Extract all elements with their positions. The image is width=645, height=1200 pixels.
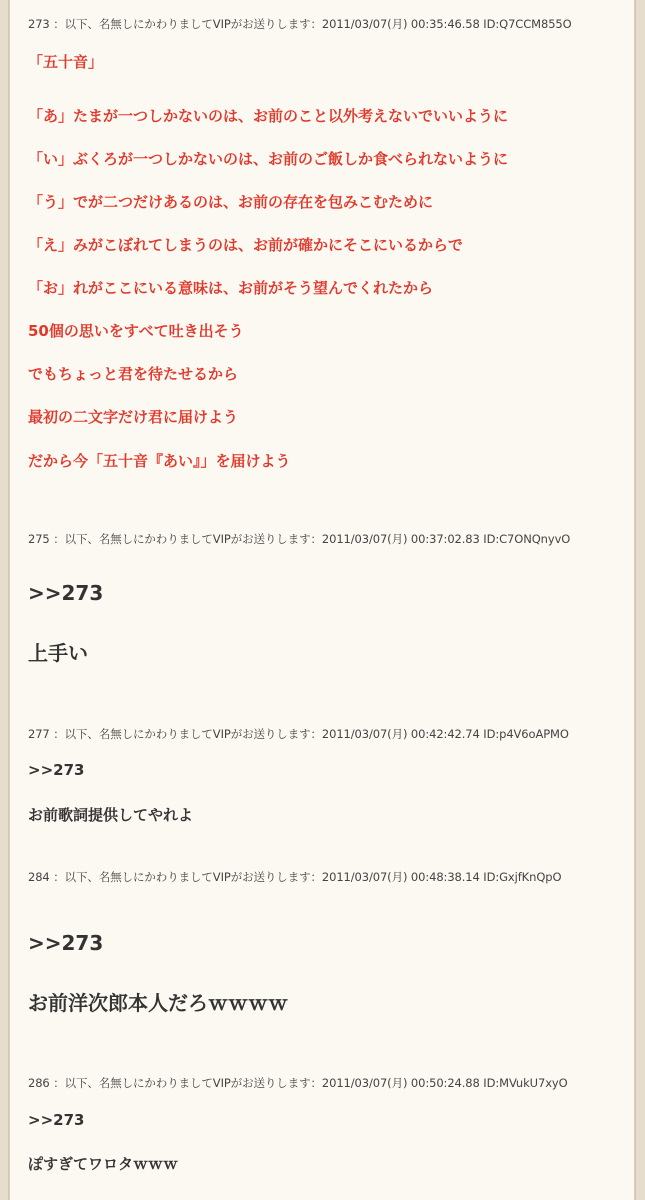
post-body-line: 「お」れがここにいる意味は、お前がそう望んでくれたから [28, 279, 434, 297]
thread-page [9, 0, 635, 1200]
post-body-line: でもちょっと君を待たせるから [28, 365, 239, 383]
reply-anchor-link[interactable]: >>273 [28, 581, 104, 605]
post-header: 284 ：以下、名無しにかわりましてVIPがお送りします：2011/03/07(月) 00:48:38.14 ID:GxjfKnQpO [28, 870, 562, 884]
post-body-line: 「え」みがこぼれてしまうのは、お前が確かにそこにいるからで [28, 236, 463, 254]
post-body-line: 「う」でが二つだけあるのは、お前の存在を包みこむために [28, 193, 434, 211]
post-body-line: ぽすぎてワロタｗｗｗ [28, 1155, 179, 1173]
reply-anchor-link[interactable]: >>273 [28, 1111, 85, 1129]
post-body-line: 最初の二文字だけ君に届けよう [28, 408, 239, 426]
post-body-line: 「い」ぶくろが一つしかないのは、お前のご飯しか食べられないように [28, 150, 509, 168]
post-body-line: お前洋次郎本人だろｗｗｗｗ [28, 991, 288, 1015]
post-body-line: 「五十音」 [28, 53, 104, 71]
reply-anchor-link[interactable]: >>273 [28, 761, 85, 779]
post-header: 286 ：以下、名無しにかわりましてVIPがお送りします：2011/03/07(月) 00:50:24.88 ID:MVukU7xyO [28, 1076, 568, 1090]
post-header: 277 ：以下、名無しにかわりましてVIPがお送りします：2011/03/07(月) 00:42:42.74 ID:p4V6oAPMO [28, 727, 569, 741]
post-header: 275 ：以下、名無しにかわりましてVIPがお送りします：2011/03/07(月) 00:37:02.83 ID:C7ONQnyvO [28, 532, 571, 546]
left-border [0, 0, 9, 1200]
post-body-line: 上手い [28, 641, 88, 665]
post-header: 273 ：以下、名無しにかわりましてVIPがお送りします：2011/03/07(月) 00:35:46.58 ID:Q7CCM855O [28, 17, 572, 31]
post-body-line: 「あ」たまが一つしかないのは、お前のこと以外考えないでいいように [28, 107, 509, 125]
post-body-line: お前歌詞提供してやれよ [28, 806, 194, 824]
reply-anchor-link[interactable]: >>273 [28, 931, 104, 955]
right-border [635, 0, 645, 1200]
post-body-line: だから今「五十音『あい』」を届けよう [28, 452, 291, 470]
post-body-line: 50個の思いをすべて吐き出そう [28, 322, 244, 340]
